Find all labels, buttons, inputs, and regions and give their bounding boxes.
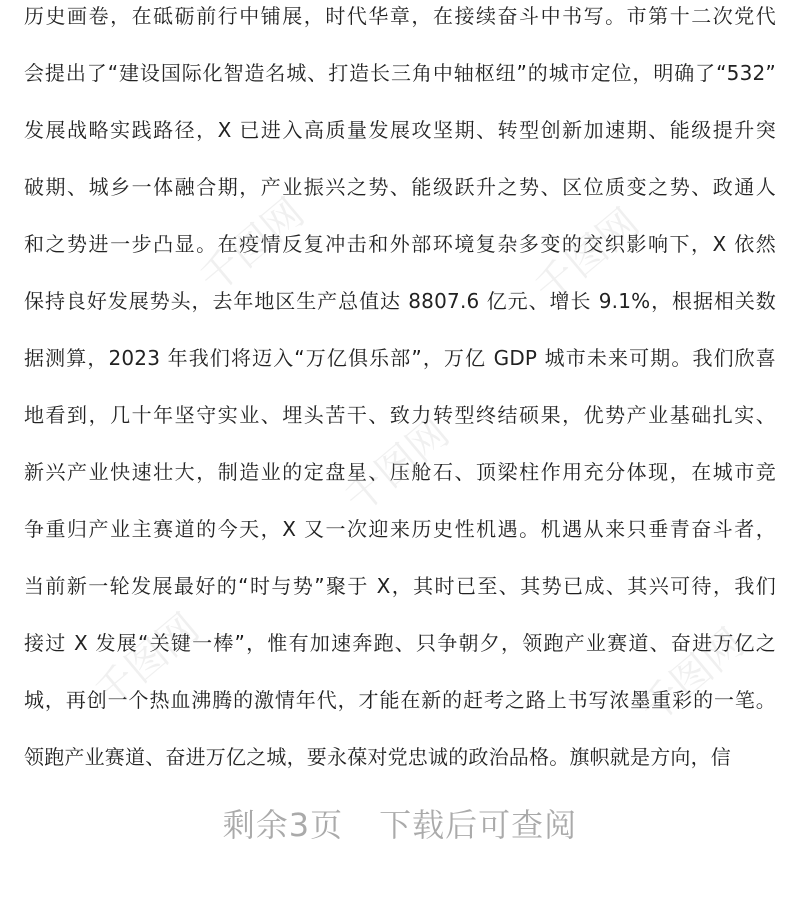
watermark: 千图网 [526, 199, 648, 313]
text-line: 破期、城乡一体融合期，产业振兴之势、能级跃升之势、区位质变之势、政通人 [24, 175, 776, 199]
watermark: 千图网 [336, 409, 458, 523]
text-line: 城，再创一个热血沸腾的激情年代，才能在新的赶考之路上书写浓墨重彩的一笔。 [24, 688, 776, 712]
document-body [24, 0, 776, 786]
text-line: 争重归产业主赛道的今天，X 又一次迎来历史性机遇。机遇从来只垂青奋斗者， [24, 517, 776, 541]
text-line: 据测算，2023 年我们将迈入“万亿俱乐部”，万亿 GDP 城市未来可期。我们欣喜 [24, 346, 776, 370]
text-line: 会提出了“建设国际化智造名城、打造长三角中轴枢纽”的城市定位，明确了“532” [24, 61, 776, 85]
download-prompt[interactable] [0, 800, 800, 846]
text-line: 发展战略实践路径，X 已进入高质量发展攻坚期、转型创新加速期、能级提升突 [24, 118, 776, 142]
watermark: 千图网 [191, 189, 313, 303]
remaining-pages-text: 剩余3页 [222, 806, 344, 844]
text-line: 和之势进一步凸显。在疫情反复冲击和外部环境复杂多变的交织影响下，X 依然 [24, 232, 776, 256]
watermark: 千图网 [631, 619, 753, 733]
text-line: 地看到，几十年坚守实业、埋头苦干、致力转型终结硕果，优势产业基础扎实、 [24, 403, 776, 427]
text-line: 领跑产业赛道、奋进万亿之城，要永葆对党忠诚的政治品格。旗帜就是方向，信 [24, 745, 731, 769]
text-line: 接过 X 发展“关键一棒”，惟有加速奔跑、只争朝夕，领跑产业赛道、奋进万亿之 [24, 631, 776, 655]
text-line: 保持良好发展势头，去年地区生产总值达 8807.6 亿元、增长 9.1%，根据相关数 [24, 289, 776, 313]
download-hint-text: 下载后可查阅 [379, 806, 578, 844]
watermark: 千图网 [86, 604, 208, 718]
text-line: 历史画卷，在砥砺前行中铺展，时代华章，在接续奋斗中书写。市第十二次党代 [24, 4, 776, 28]
text-line: 新兴产业快速壮大，制造业的定盘星、压舱石、顶梁柱作用充分体现，在城市竞 [24, 460, 776, 484]
text-line: 当前新一轮发展最好的“时与势”聚于 X，其时已至、其势已成、其兴可待，我们 [24, 574, 776, 598]
